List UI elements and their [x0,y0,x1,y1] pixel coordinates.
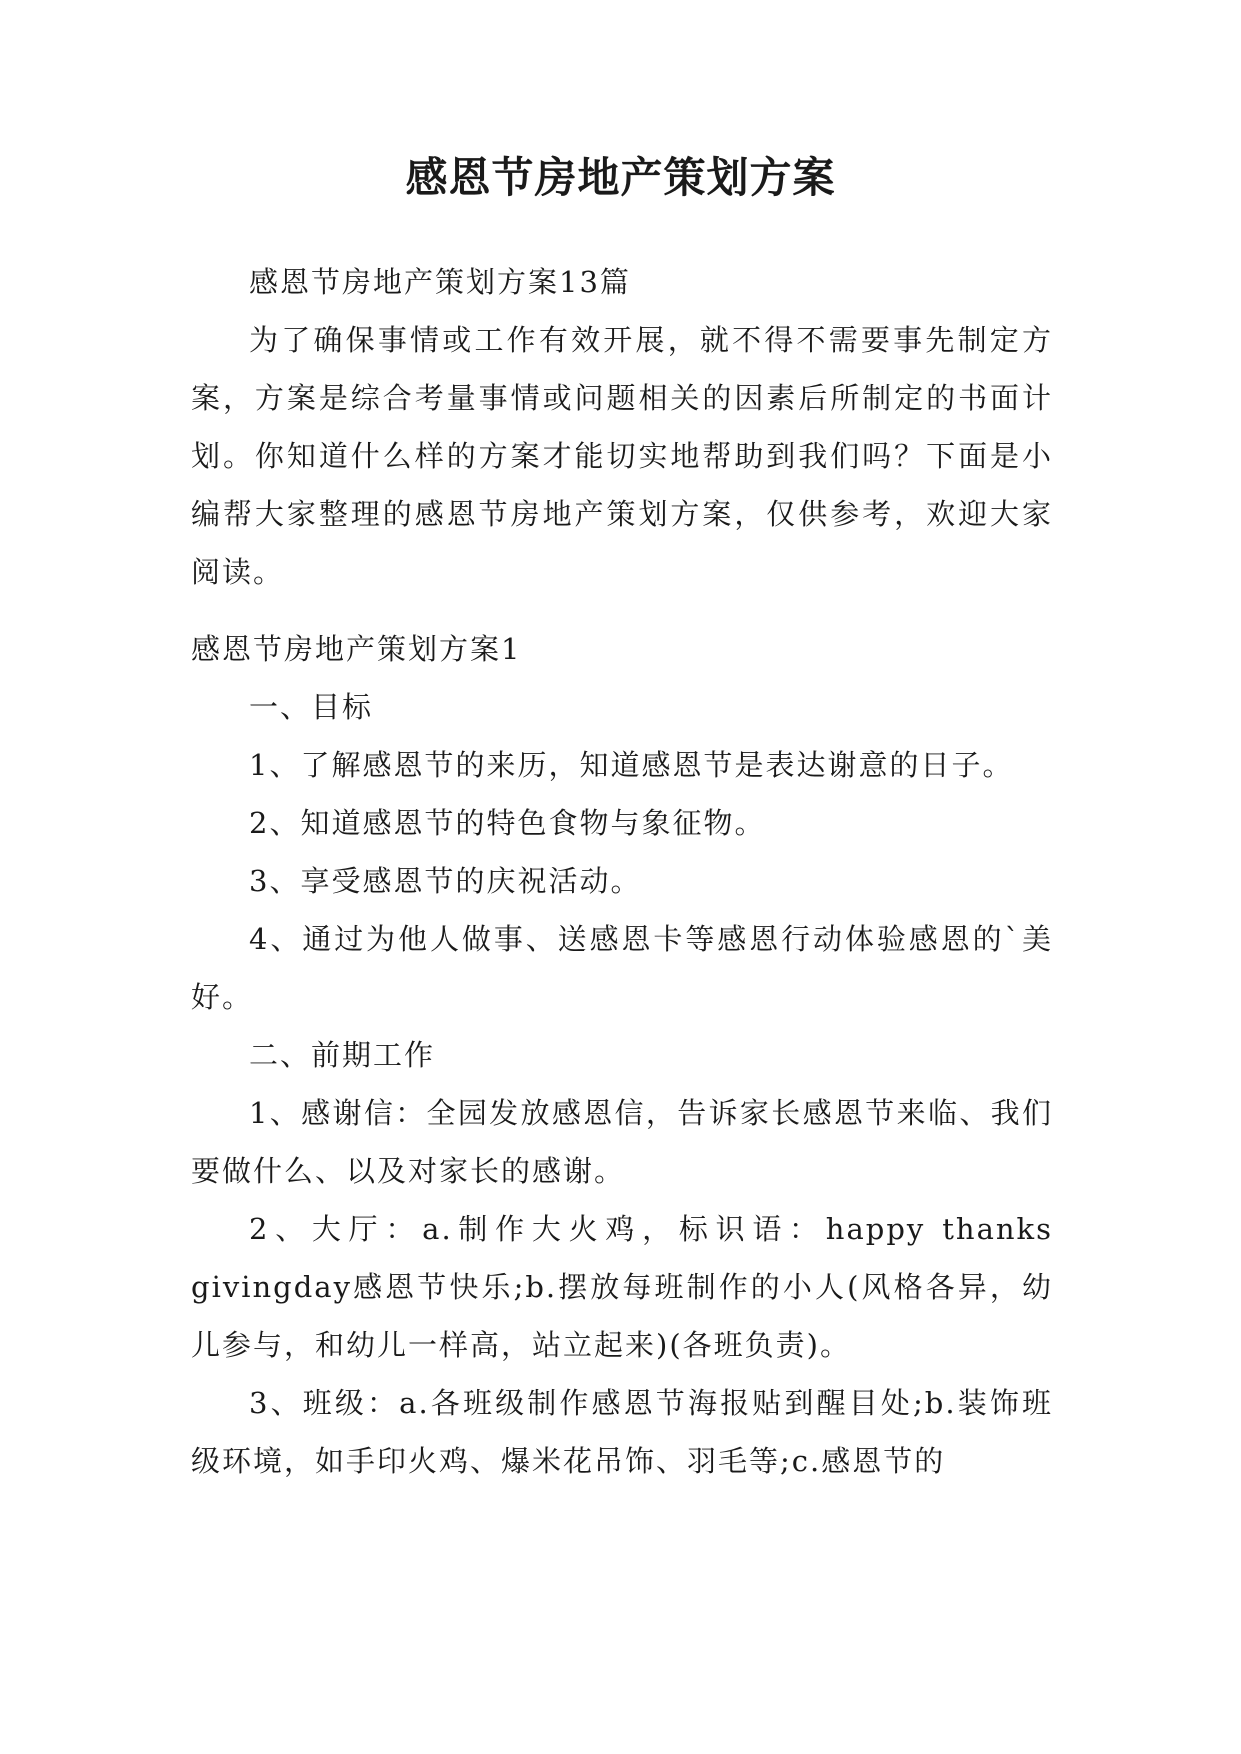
goal-heading: 一、目标 [249,690,374,724]
goal-item-3: 3、享受感恩节的庆祝活动。 [249,864,642,898]
section-1-heading: 感恩节房地产策划方案1 [191,632,522,666]
prep-item-3: 3、班级：a.各班级制作感恩节海报贴到醒目处;b.装饰班级环境，如手印火鸡、爆米花吊饰、羽毛等;c.感恩节的 [191,1386,1053,1478]
goal-item-4: 4、通过为他人做事、送感恩卡等感恩行动体验感恩的`美好。 [191,922,1053,1014]
document-title: 感恩节房地产策划方案 [405,153,836,202]
intro-paragraph: 为了确保事情或工作有效开展，就不得不需要事先制定方案，方案是综合考量事情或问题相关的因素后所制定的书面计划。你知道什么样的方案才能切实地帮助到我们吗？下面是小编帮大家整理的感恩节房地产策划方案，仅供参考，欢迎大家阅读。 [191,323,1053,589]
prep-item-1: 1、感谢信：全园发放感恩信，告诉家长感恩节来临、我们要做什么、以及对家长的感谢。 [191,1096,1053,1188]
goal-item-1: 1、了解感恩节的来历，知道感恩节是表达谢意的日子。 [249,748,1014,782]
prep-heading: 二、前期工作 [249,1038,436,1072]
goal-item-2: 2、知道感恩节的特色食物与象征物。 [249,806,766,840]
section-1 [191,620,1053,1490]
intro-subtitle: 感恩节房地产策划方案13篇 [249,265,631,299]
prep-item-2: 2、大厅：a.制作大火鸡，标识语：happy thanks givingday感恩节快乐;b.摆放每班制作的小人(风格各异，幼儿参与，和幼儿一样高，站立起来)(各班负责)。 [191,1212,1053,1362]
intro-section [191,253,1053,601]
